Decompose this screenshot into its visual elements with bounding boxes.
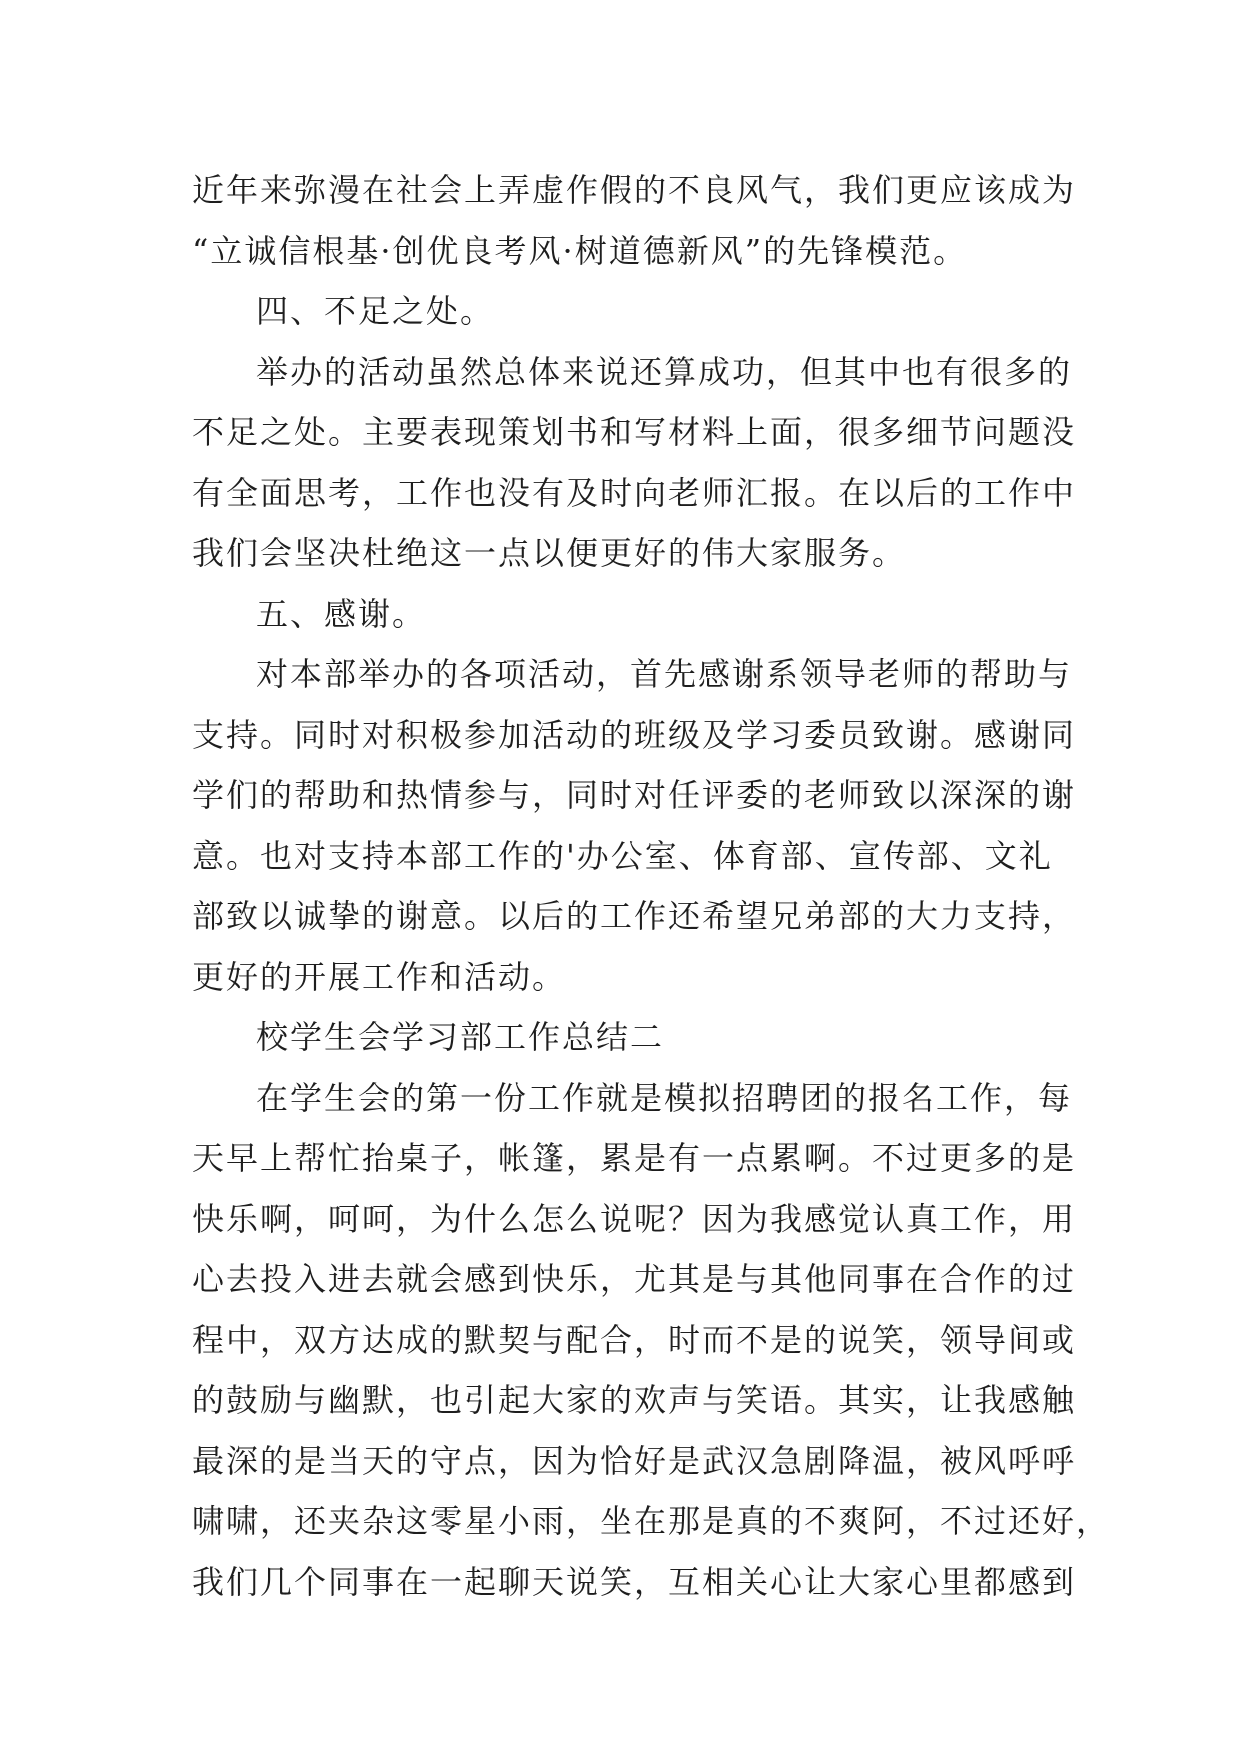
text-line: 五、感谢。 xyxy=(256,594,427,633)
text-line: 举办的活动虽然总体来说还算成功，但其中也有很多的 xyxy=(256,352,1073,391)
text-line: 程中，双方达成的默契与配合，时而不是的说笑，领导间或 xyxy=(192,1320,1077,1359)
text-line: 四、不足之处。 xyxy=(256,292,495,330)
text-line: 不足之处。主要表现策划书和写材料上面，很多细节问题没 xyxy=(192,413,1077,451)
text-line: 我们会坚决杜绝这一点以便更好的伟大家服务。 xyxy=(192,534,907,572)
text-line: 近年来弥漫在社会上弄虚作假的不良风气，我们更应该成为 xyxy=(192,171,1077,209)
text-line: 在学生会的第一份工作就是模拟招聘团的报名工作，每 xyxy=(256,1078,1073,1117)
text-line: 快乐啊，呵呵，为什么怎么说呢？因为我感觉认真工作，用 xyxy=(192,1199,1077,1238)
text-line: 心去投入进去就会感到快乐，尤其是与其他同事在合作的过 xyxy=(192,1260,1077,1298)
text-line: 天早上帮忙抬桌子，帐篷，累是有一点累啊。不过更多的是 xyxy=(192,1139,1077,1177)
text-line: 校学生会学习部工作总结二 xyxy=(256,1018,665,1056)
text-line: 有全面思考，工作也没有及时向老师汇报。在以后的工作中 xyxy=(192,473,1077,512)
document-body xyxy=(192,160,1111,1612)
text-line: 我们几个同事在一起聊天说笑，互相关心让大家心里都感到 xyxy=(192,1562,1077,1601)
text-line: 部致以诚挚的谢意。以后的工作还希望兄弟部的大力支持， xyxy=(192,897,1077,935)
text-line: 啸啸，还夹杂这零星小雨，坐在那是真的不爽阿，不过还好， xyxy=(192,1502,1111,1540)
text-line: 最深的是当天的守点，因为恰好是武汉急剧降温，被风呼呼 xyxy=(192,1441,1077,1480)
text-line: 更好的开展工作和活动。 xyxy=(192,957,567,996)
text-line: 对本部举办的各项活动，首先感谢系领导老师的帮助与 xyxy=(256,655,1073,693)
text-line: 学们的帮助和热情参与，同时对任评委的老师致以深深的谢 xyxy=(192,776,1077,814)
text-line: 意。也对支持本部工作的'办公室、体育部、宣传部、文礼 xyxy=(192,836,1053,875)
text-line: 的鼓励与幽默，也引起大家的欢声与笑语。其实，让我感触 xyxy=(192,1381,1077,1419)
text-line: “立诚信根基·创优良考风·树道德新风”的先锋模范。 xyxy=(192,231,968,270)
text-line: 支持。同时对积极参加活动的班级及学习委员致谢。感谢同 xyxy=(192,715,1077,754)
